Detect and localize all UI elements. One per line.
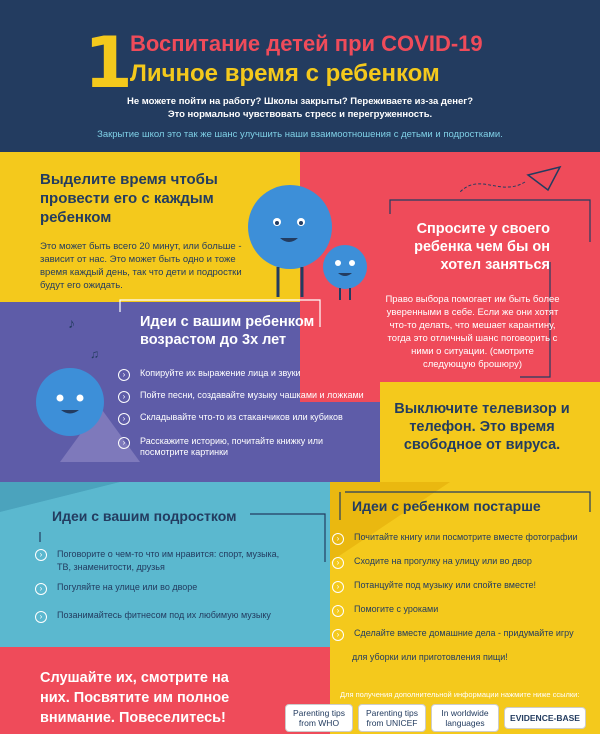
baby-heading: Идеи с вашим ребенком возрастом до 3х лет xyxy=(140,314,315,348)
list-item xyxy=(118,368,378,390)
chevron-right-icon: › xyxy=(332,581,344,593)
school-note: Закрытие школ это так же шанс улучшить наши взаимоотношения с детьми и подростками. xyxy=(97,129,503,140)
ask-heading: Спросите у своего ребенка чем бы он хотел заняться xyxy=(414,221,550,273)
list-item-label: Потанцуйте под музыку или спойте вместе! xyxy=(354,580,536,590)
chevron-right-icon: › xyxy=(118,413,130,425)
list-item xyxy=(332,556,594,580)
list-item-label: Сделайте вместе домашние дела - придумайте игру xyxy=(354,628,574,638)
older-list xyxy=(332,532,594,662)
chevron-right-icon: › xyxy=(35,611,47,623)
list-item-label: Погуляйте на улице или во дворе xyxy=(57,582,198,592)
chevron-right-icon: › xyxy=(332,605,344,617)
list-item xyxy=(35,582,295,610)
evidence-base-button[interactable]: EVIDENCE-BASE xyxy=(504,707,586,729)
chevron-right-icon: › xyxy=(35,583,47,595)
chevron-right-icon: › xyxy=(332,557,344,569)
chevron-right-icon: › xyxy=(35,549,47,561)
music-note-icon: ♫ xyxy=(90,347,99,361)
chevron-right-icon: › xyxy=(332,533,344,545)
list-item xyxy=(332,532,594,556)
step-number: 1 xyxy=(84,22,133,104)
who-tips-button[interactable]: Parenting tips from WHO xyxy=(285,704,353,732)
tv-message: Выключите телевизор и телефон. Это время свободное от вируса. xyxy=(394,401,570,453)
music-note-icon: ♪ xyxy=(68,315,75,331)
list-item xyxy=(332,628,594,652)
page-subtitle: Личное время с ребенком xyxy=(130,60,440,87)
lead-line-1: Не можете пойти на работу? Школы закрыты? Переживаете из-за денег? xyxy=(126,96,474,107)
teen-list xyxy=(35,548,295,623)
list-item-label: Почитайте книгу или посмотрите вместе фотографии xyxy=(354,532,578,542)
list-item-label: Пойте песни, создавайте музыку чашками и ложками xyxy=(140,390,364,400)
list-item-label: Копируйте их выражение лица и звуки xyxy=(140,368,301,378)
teen-heading: Идеи с вашим подростком xyxy=(52,508,237,524)
ask-text: Право выбора помогает им быть более уверенными в себе. Если же они хотят что-то делать, что мешает карантину, тогда это отличный шанс поговорить с ними о ситуации. (смотрите следующую брошюру) xyxy=(385,294,560,370)
list-item xyxy=(118,412,378,436)
list-item-label: Расскажите историю, почитайте книжку или посмотрите картинки xyxy=(140,436,324,457)
lead-line-2: Это нормально чувствовать стресс и перегруженность. xyxy=(167,109,433,120)
listen-message: Слушайте их, смотрите на них. Посвятите им полное внимание. Повеселитесь! xyxy=(40,670,230,726)
list-item-label: Сходите на прогулку на улицу или во двор xyxy=(354,556,532,566)
list-item-label: Поговорите о чем-то что им нравится: спорт, музыка, ТВ, знаменитости, друзья xyxy=(57,549,280,572)
list-item-label: Позанимайтесь фитнесом под их любимую музыку xyxy=(57,610,271,620)
list-item xyxy=(35,610,295,623)
time-heading: Выделите время чтобы провести его с каждым ребенком xyxy=(40,171,218,226)
list-item xyxy=(332,604,594,628)
page-title: Воспитание детей при COVID-19 xyxy=(130,31,483,56)
list-item-label: для уборки или приготовления пищи! xyxy=(352,652,508,662)
time-text: Это может быть всего 20 минут, или больше - зависит от нас. Это может быть одно и тоже время каждый день, так что дети и подростки будут его ожидать. xyxy=(40,241,242,291)
list-item xyxy=(35,548,295,582)
list-item-label: Складывайте что-то из стаканчиков или кубиков xyxy=(140,412,343,422)
list-item xyxy=(332,580,594,604)
links-caption: Для получения дополнительной информации нажмите ниже ссылки: xyxy=(340,690,580,699)
list-item xyxy=(118,436,378,458)
baby-list xyxy=(118,368,378,458)
list-item xyxy=(332,652,594,662)
older-heading: Идеи с ребенком постарше xyxy=(352,498,541,514)
chevron-right-icon: › xyxy=(118,369,130,381)
chevron-right-icon: › xyxy=(118,391,130,403)
chevron-right-icon: › xyxy=(332,629,344,641)
list-item xyxy=(118,390,378,412)
unicef-tips-button[interactable]: Parenting tips from UNICEF xyxy=(358,704,426,732)
languages-button[interactable]: In worldwide languages xyxy=(431,704,499,732)
list-item-label: Помогите с уроками xyxy=(354,604,439,614)
chevron-right-icon: › xyxy=(118,437,130,449)
